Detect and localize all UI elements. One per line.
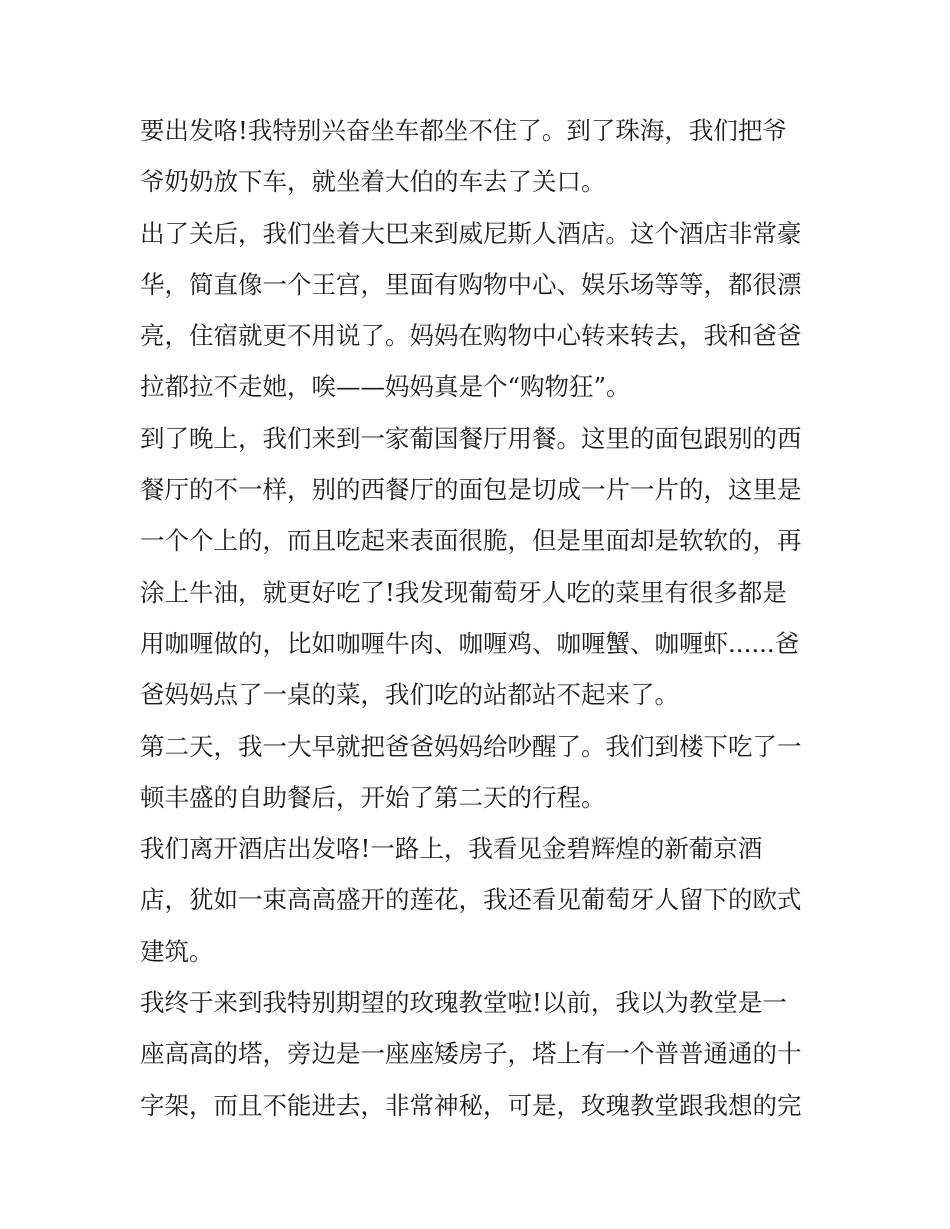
text-line: 爸妈妈点了一桌的菜，我们吃的站都站不起来了。 [140,680,679,710]
text-line: 顿丰盛的自助餐后，开始了第二天的行程。 [140,782,606,812]
text-line: 店，犹如一束高高盛开的莲花，我还看见葡萄牙人留下的欧式 [140,885,802,915]
text-line: 出了关后，我们坐着大巴来到威尼斯人酒店。这个酒店非常豪 [140,218,802,248]
text-line: 餐厅的不一样，别的西餐厅的面包是切成一片一片的，这里是 [140,475,802,505]
text-line: 一个个上的，而且吃起来表面很脆，但是里面却是软软的，再 [140,526,802,556]
text-line: 涂上牛油，就更好吃了!我发现葡萄牙人吃的菜里有很多都是 [140,577,787,607]
text-line: 我终于来到我特别期望的玫瑰教堂啦!以前，我以为教堂是一 [140,988,787,1018]
text-line: 爷奶奶放下车，就坐着大伯的车去了关口。 [140,167,606,197]
text-line: 座高高的塔，旁边是一座座矮房子，塔上有一个普普通通的十 [140,1039,802,1069]
text-line: 到了晚上，我们来到一家葡国餐厅用餐。这里的面包跟别的西 [140,423,802,453]
text-line: 要出发咯!我特别兴奋坐车都坐不住了。到了珠海，我们把爷 [140,116,787,145]
text-line: 华，简直像一个王宫，里面有购物中心、娱乐场等等，都很漂 [140,269,802,299]
text-line: 建筑。 [140,936,214,966]
text-line: 第二天，我一大早就把爸爸妈妈给吵醒了。我们到楼下吃了一 [140,731,802,761]
text-line: 亮，住宿就更不用说了。妈妈在购物中心转来转去，我和爸爸 [140,321,802,351]
text-line: 字架，而且不能进去，非常神秘，可是，玫瑰教堂跟我想的完 [140,1090,802,1120]
text-line: 用咖喱做的，比如咖喱牛肉、咖喱鸡、咖喱蟹、咖喱虾......爸 [140,628,800,658]
text-line: 我们离开酒店出发咯!一路上，我看见金碧辉煌的新葡京酒 [140,834,763,864]
document-body [140,105,820,1131]
text-line: 拉都拉不走她，唉——妈妈真是个“购物狂”。 [140,372,631,402]
